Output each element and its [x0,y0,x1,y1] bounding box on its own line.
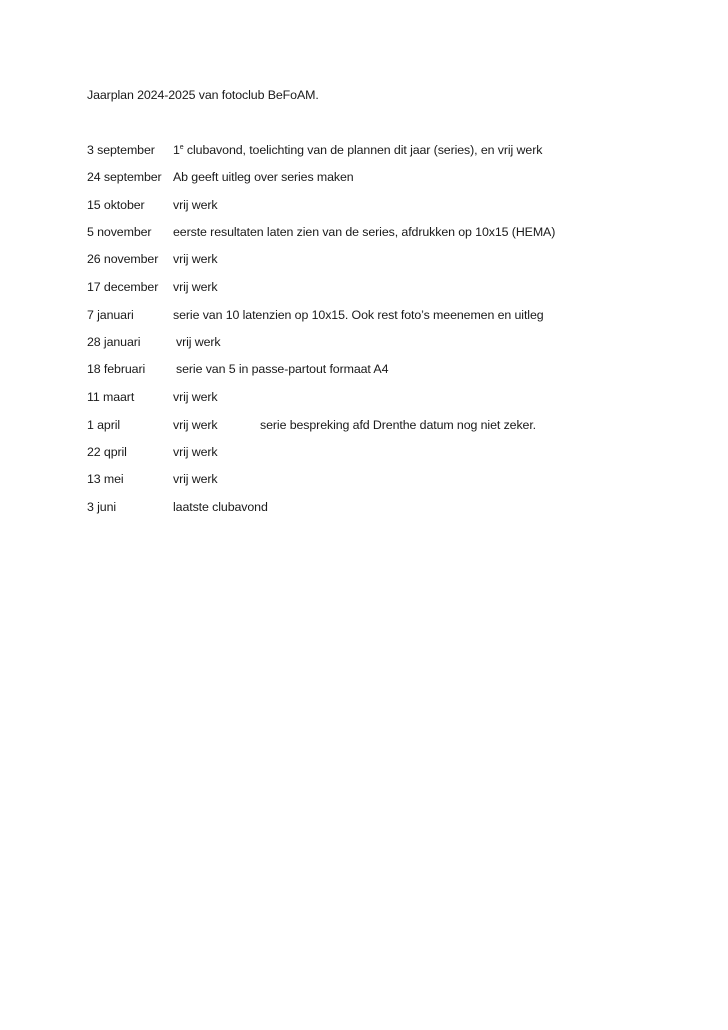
schedule-date: 15 oktober [87,198,145,212]
document-title: Jaarplan 2024-2025 van fotoclub BeFoAM. [87,88,319,102]
schedule-date: 3 september [87,143,155,157]
schedule-description: vrij werk [173,472,218,486]
schedule-date: 17 december [87,280,159,294]
schedule-description: Ab geeft uitleg over series maken [173,170,354,184]
schedule-date: 24 september [87,170,162,184]
schedule-date: 26 november [87,252,159,266]
schedule-date: 5 november [87,225,152,239]
schedule-description: vrij werk [173,280,218,294]
schedule-description: laatste clubavond [173,500,268,514]
schedule-date: 22 qpril [87,445,127,459]
schedule-description [173,143,542,157]
schedule-date: 13 mei [87,472,124,486]
schedule-date: 11 maart [87,390,135,404]
schedule-description: vrij werk [173,418,218,432]
schedule-date: 7 januari [87,308,134,322]
schedule-description: vrij werk [173,390,218,404]
schedule-date: 28 januari [87,335,141,349]
ordinal-number: 1 [173,143,180,157]
schedule-date: 18 februari [87,362,146,376]
schedule-description: vrij werk [173,252,218,266]
schedule-description: serie van 10 latenzien op 10x15. Ook rest foto’s meenemen en uitleg [173,308,544,322]
schedule-date: 3 juni [87,500,117,514]
schedule-note: serie bespreking afd Drenthe datum nog niet zeker. [260,418,537,432]
schedule-date: 1 april [87,418,121,432]
ordinal-suffix: e [179,144,184,151]
description-text: clubavond, toelichting van de plannen dit jaar (series), en vrij werk [183,143,543,157]
schedule-description: eerste resultaten laten zien van de series, afdrukken op 10x15 (HEMA) [173,225,556,239]
schedule-description: vrij werk [173,445,218,459]
schedule-description: serie van 5 in passe-partout formaat A4 [176,362,389,376]
schedule-description: vrij werk [173,198,218,212]
schedule-description: vrij werk [176,335,221,349]
